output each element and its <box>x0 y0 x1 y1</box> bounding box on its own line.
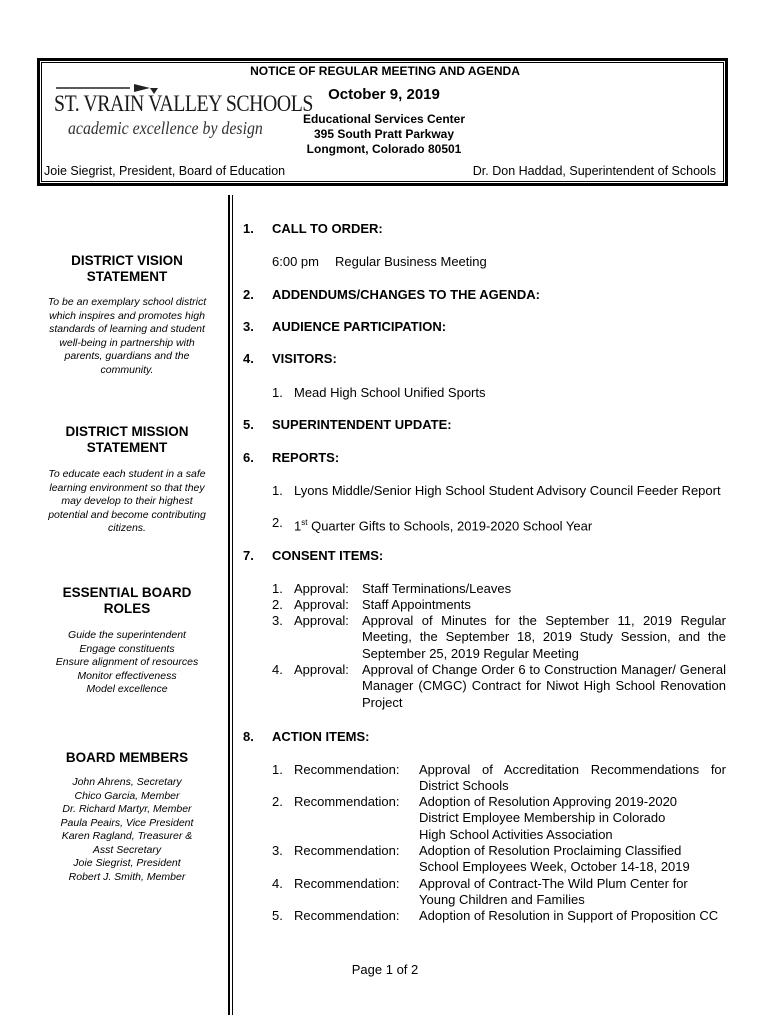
action-item: Adoption of Resolution Proclaiming Classified School Employees Week, October 14-18, 2019 <box>419 843 690 875</box>
visitor-item-number: 1. <box>272 385 283 400</box>
consent-item-number: 3. <box>272 613 283 628</box>
section-2-number: 2. <box>243 287 254 302</box>
mission-title: DISTRICT MISSION STATEMENT <box>65 424 189 455</box>
address-line-2: 395 South Pratt Parkway <box>313 127 455 141</box>
action-item-number: 2. <box>272 794 283 809</box>
action-item-label: Recommendation: <box>294 843 400 858</box>
roles-text: Guide the superintendent Engage constituents Ensure alignment of resources Monitor effectiveness Model excellence <box>55 629 199 695</box>
section-4-title: VISITORS: <box>272 351 337 366</box>
action-item-number: 4. <box>272 876 283 891</box>
consent-item-number: 4. <box>272 662 283 677</box>
members-title: BOARD MEMBERS <box>65 750 189 765</box>
vision-title: DISTRICT VISION STATEMENT <box>71 253 183 284</box>
section-1-number: 1. <box>243 221 254 236</box>
consent-item: Approval of Change Order 6 to Construction Manager/ General Manager (CMGC) Contract for Niwot High School Renovation Project <box>362 662 726 710</box>
notice-title: NOTICE OF REGULAR MEETING AND AGENDA <box>250 64 520 78</box>
consent-item-label: Approval: <box>294 581 349 596</box>
section-5-title: SUPERINTENDENT UPDATE: <box>272 417 452 432</box>
action-item-label: Recommendation: <box>294 794 400 809</box>
action-item-number: 5. <box>272 908 283 923</box>
action-item-number: 3. <box>272 843 283 858</box>
action-item: Approval of Contract-The Wild Plum Center for Young Children and Families <box>419 876 688 908</box>
page-number: Page 1 of 2 <box>351 962 419 977</box>
action-item-label: Recommendation: <box>294 876 400 891</box>
action-item: Approval of Accreditation Recommendations for District Schools <box>419 762 726 794</box>
address-line-1: Educational Services Center <box>302 112 466 126</box>
consent-item-label: Approval: <box>294 662 349 677</box>
meeting-time: 6:00 pm <box>272 254 319 269</box>
consent-item-number: 2. <box>272 597 283 612</box>
section-8-title: ACTION ITEMS: <box>272 729 370 744</box>
vision-text: To be an exemplary school district which inspires and promotes high standards of learning and student well-being in partnership with parents, guardians and the community. <box>47 296 207 376</box>
board-president: Joie Siegrist, President, Board of Education <box>44 164 286 178</box>
members-text: John Ahrens, Secretary Chico Garcia, Member Dr. Richard Martyr, Member Paula Peairs, Vice President Karen Ragland, Treasurer & Asst Secretary Joie Siegrist, President Robert J. Smith, Member <box>60 776 194 883</box>
consent-item: Staff Appointments <box>362 597 471 612</box>
section-7-title: CONSENT ITEMS: <box>272 548 384 563</box>
consent-item-label: Approval: <box>294 597 349 612</box>
section-2-title: ADDENDUMS/CHANGES TO THE AGENDA: <box>272 287 540 302</box>
column-divider <box>228 195 230 1015</box>
report-item-number: 2. <box>272 515 283 530</box>
section-5-number: 5. <box>243 417 254 432</box>
meeting-date: October 9, 2019 <box>328 86 440 103</box>
action-item-label: Recommendation: <box>294 908 400 923</box>
superintendent: Dr. Don Haddad, Superintendent of Schools <box>472 164 716 178</box>
section-8-number: 8. <box>243 729 254 744</box>
report-item: 1st Quarter Gifts to Schools, 2019-2020 School Year <box>294 518 593 534</box>
report-item: Lyons Middle/Senior High School Student Advisory Council Feeder Report <box>294 483 721 498</box>
consent-item: Approval of Minutes for the September 11, 2019 Regular Meeting, the September 18, 2019 Study Session, and the September 25, 2019 Regular Meeting <box>362 613 726 661</box>
roles-title: ESSENTIAL BOARD ROLES <box>62 585 192 616</box>
column-divider-thin <box>232 195 233 1015</box>
section-6-number: 6. <box>243 450 254 465</box>
address-line-3: Longmont, Colorado 80501 <box>306 142 462 156</box>
consent-item-label: Approval: <box>294 613 349 628</box>
mission-text: To educate each student in a safe learning environment so that they may develop to their highest potential and become contributing citizens. <box>48 468 206 534</box>
logo-name: ST. VRAIN VALLEY SCHOOLS <box>54 91 313 116</box>
action-item: Adoption of Resolution Approving 2019-2020 District Employee Membership in Colorado High School Activities Association <box>419 794 678 842</box>
logo-tagline: academic excellence by design <box>68 118 263 138</box>
action-item-number: 1. <box>272 762 283 777</box>
section-6-title: REPORTS: <box>272 450 340 465</box>
action-item: Adoption of Resolution in Support of Proposition CC <box>419 908 719 923</box>
section-1-title: CALL TO ORDER: <box>272 221 383 236</box>
section-3-title: AUDIENCE PARTICIPATION: <box>272 319 447 334</box>
section-4-number: 4. <box>243 351 254 366</box>
section-7-number: 7. <box>243 548 254 563</box>
consent-item: Staff Terminations/Leaves <box>362 581 512 596</box>
consent-item-number: 1. <box>272 581 283 596</box>
visitor-item: Mead High School Unified Sports <box>294 385 486 400</box>
report-item-number: 1. <box>272 483 283 498</box>
meeting-type: Regular Business Meeting <box>335 254 487 269</box>
action-item-label: Recommendation: <box>294 762 400 777</box>
section-3-number: 3. <box>243 319 254 334</box>
